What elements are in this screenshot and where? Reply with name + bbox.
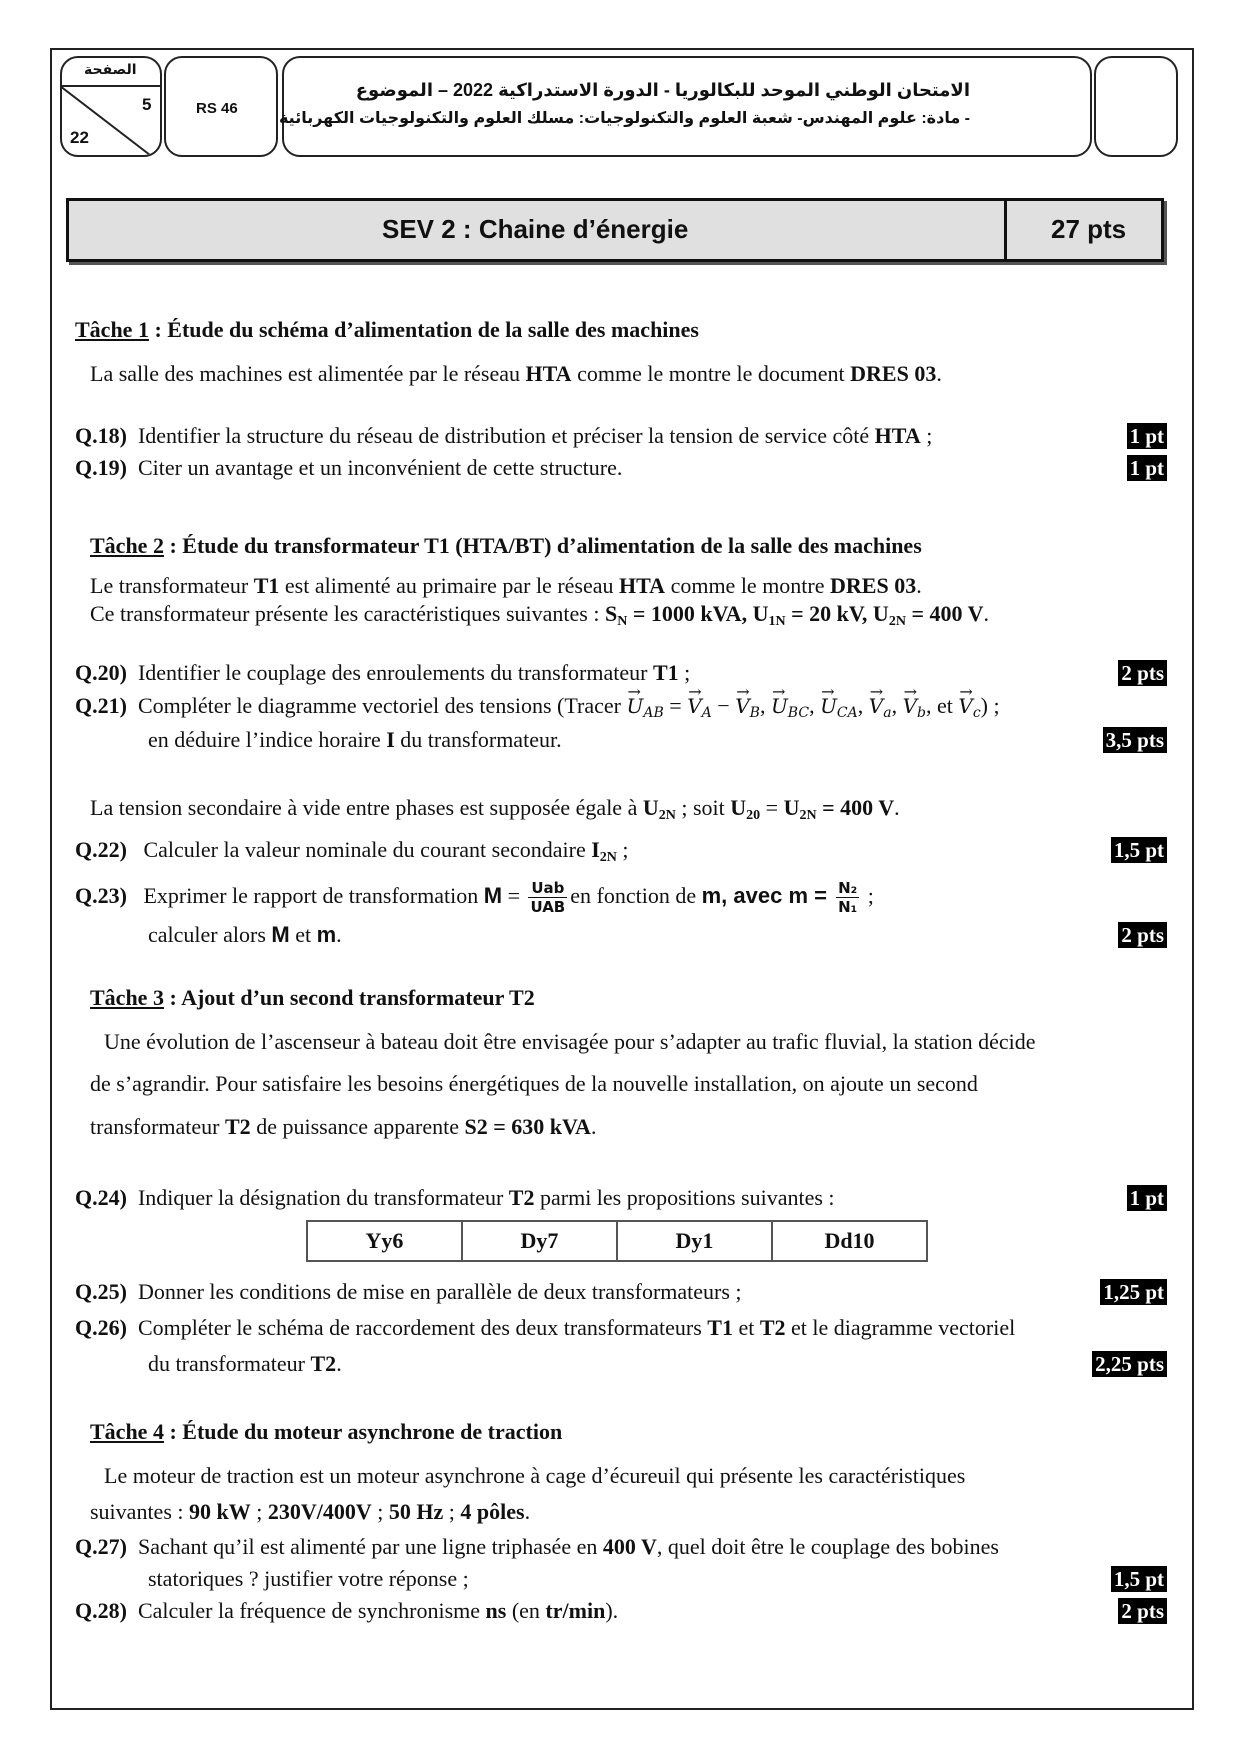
q28-points: 2 pts	[1118, 1598, 1167, 1624]
tache3-p3: transformateur T2 de puissance apparente S2 = 630 kVA.	[90, 1114, 597, 1139]
exam-code: RS 46	[196, 100, 238, 117]
option-cell: Yy6	[307, 1221, 462, 1261]
q23: Q.23) Exprimer le rapport de transformation M = $\frac{\text{Uab}}{\text{UAB}}$ en fonction de m, avec m = $\frac{\text{N₂}}{\text{N₁}}$ ;	[75, 879, 874, 917]
q28: Q.28) Calculer la fréquence de synchronisme ns (en tr/min).	[75, 1598, 619, 1623]
tache2-title: : Étude du transformateur T1 (HTA/BT) d’alimentation de la salle des machines	[163, 533, 922, 558]
q18: Q.18) Identifier la structure du réseau de distribution et préciser la tension de service côté HTA ;	[75, 423, 933, 448]
q26-points: 2,25 pts	[1092, 1351, 1167, 1377]
q26: Q.26) Compléter le schéma de raccordement des deux transformateurs T1 et T2 et le diagramme vectoriel	[75, 1315, 1016, 1340]
q23-number: Q.23)	[75, 883, 127, 908]
q27-points: 1,5 pt	[1111, 1566, 1167, 1592]
vector-Va: → $V_a$	[869, 692, 892, 727]
tache4-p2: suivantes : 90 kW ; 230V/400V ; 50 Hz ; 4 pôles.	[90, 1499, 531, 1524]
q23-line2: calculer alors M et m.	[148, 922, 342, 947]
tache3-p2: de s’agrandir. Pour satisfaire les besoins énergétiques de la nouvelle installation, on ajoute un second	[90, 1071, 978, 1096]
tache1-heading	[75, 316, 699, 344]
vector-UAB: → $U_{AB}$	[627, 692, 664, 727]
q21: Q.21) Compléter le diagramme vectoriel des tensions (Tracer → $U_{AB}$ = → $V_A$ − → $V_B$, → $U_{BC}$, → $U_{CA}$, → $V_a$, → $V_b$, et → $V_c$) ;	[75, 692, 1000, 727]
q22-number: Q.22)	[75, 837, 127, 862]
tache2-line1: Le transformateur T1 est alimenté au primaire par le réseau HTA comme le montre DRES 03.	[90, 573, 922, 598]
exam-subject: - مادة: علوم المهندس- شعبة العلوم والتكنولوجيات: مسلك العلوم والتكنولوجيات الكهربائية	[278, 110, 970, 127]
title-bar	[66, 198, 1164, 262]
option-cell: Dy7	[462, 1221, 617, 1261]
vector-Vc: → $V_c$	[958, 692, 980, 727]
page-number-box	[60, 56, 162, 157]
page-label: الصفحة	[84, 61, 137, 77]
tache4-p1: Le moteur de traction est un moteur asynchrone à cage d’écureuil qui présente les caractéristiques	[104, 1463, 966, 1488]
vector-VA: → $V_A$	[687, 692, 712, 727]
q27-line2: statoriques ? justifier votre réponse ;	[148, 1566, 469, 1591]
tache1-intro: La salle des machines est alimentée par le réseau HTA comme le montre le document DRES 03.	[90, 361, 942, 386]
tache4-title: : Étude du moteur asynchrone de traction	[163, 1419, 563, 1444]
q20: Q.20) Identifier le couplage des enroulements du transformateur T1 ;	[75, 660, 691, 685]
section-points: 27 pts	[1051, 214, 1127, 244]
tache3-label: Tâche 3	[90, 985, 164, 1010]
q20-number: Q.20)	[75, 660, 127, 685]
fraction-M: $\frac{\text{Uab}}{\text{UAB}}$	[530, 879, 566, 917]
blank-box	[1094, 56, 1178, 157]
vector-VB: → $V_B$	[735, 692, 760, 727]
vector-UBC: → $U_{BC}$	[771, 692, 809, 727]
q27-number: Q.27)	[75, 1534, 127, 1559]
q23-points: 2 pts	[1118, 922, 1167, 948]
title-divider	[1004, 201, 1007, 259]
q24: Q.24) Indiquer la désignation du transformateur T2 parmi les propositions suivantes :	[75, 1185, 835, 1210]
section-title: SEV 2 : Chaine d’énergie	[382, 214, 689, 244]
tache1-label: Tâche 1	[75, 317, 149, 342]
vector-Vb: → $V_b$	[903, 692, 926, 727]
q25: Q.25) Donner les conditions de mise en parallèle de deux transformateurs ;	[75, 1279, 742, 1304]
q18-number: Q.18)	[75, 423, 127, 448]
q20-points: 2 pts	[1118, 660, 1167, 686]
tache2-heading	[90, 532, 922, 560]
q26-line2: du transformateur T2.	[148, 1351, 342, 1376]
q19-points: 1 pt	[1127, 455, 1167, 481]
tache3-title: : Ajout d’un second transformateur T2	[163, 985, 535, 1010]
q18-points: 1 pt	[1127, 423, 1167, 449]
vector-UCA: → $U_{CA}$	[820, 692, 858, 727]
q19: Q.19) Citer un avantage et un inconvénient de cette structure.	[75, 455, 623, 480]
option-cell: Dd10	[772, 1221, 927, 1261]
page-number: 5	[142, 95, 152, 114]
q25-number: Q.25)	[75, 1279, 127, 1304]
q26-number: Q.26)	[75, 1315, 127, 1340]
fraction-m: $\frac{\text{N₂}}{\text{N₁}}$	[838, 879, 858, 917]
page-total: 22	[70, 128, 89, 147]
tache4-label: Tâche 4	[90, 1419, 164, 1444]
tache1-title: : Étude du schéma d’alimentation de la salle des machines	[148, 317, 699, 342]
exam-info-box	[278, 56, 1092, 157]
options-table	[306, 1220, 928, 1262]
q27: Q.27) Sachant qu’il est alimenté par une ligne triphasée en 400 V, quel doit être le couplage des bobines	[75, 1534, 999, 1559]
q24-number: Q.24)	[75, 1185, 127, 1210]
tache2-line2: Ce transformateur présente les caractéristiques suivantes : $S_N = 1000$ kVA, $U_{1N} = 20$ kV, $U_{2N} = 400$ V.	[90, 601, 989, 629]
q19-number: Q.19)	[75, 455, 127, 480]
tache3-p1: Une évolution de l’ascenseur à bateau doit être envisagée pour s’adapter au trafic fluvial, la station décide	[104, 1029, 1036, 1054]
vide-statement: La tension secondaire à vide entre phases est supposée égale à $U_{2N}$ ; soit $U_{20} = U_{2N} = 400$ V.	[90, 795, 900, 823]
q22: Q.22) Calculer la valeur nominale du courant secondaire $I_{2N}$ ;	[75, 837, 629, 865]
q24-points: 1 pt	[1127, 1185, 1167, 1211]
exam-title: الامتحان الوطني الموحد للبكالوريا - الدورة الاستدراكية 2022 – الموضوع	[355, 80, 970, 100]
q28-number: Q.28)	[75, 1598, 127, 1623]
q22-points: 1,5 pt	[1111, 837, 1167, 863]
tache3-heading	[90, 984, 535, 1012]
tache4-heading	[90, 1418, 562, 1446]
q21-line2: en déduire l’indice horaire I du transformateur.	[148, 727, 562, 752]
option-cell: Dy1	[617, 1221, 772, 1261]
q21-number: Q.21)	[75, 693, 127, 718]
q25-points: 1,25 pt	[1100, 1279, 1167, 1305]
code-box	[164, 56, 278, 157]
tache2-label: Tâche 2	[90, 533, 164, 558]
q21-points: 3,5 pts	[1103, 727, 1167, 753]
